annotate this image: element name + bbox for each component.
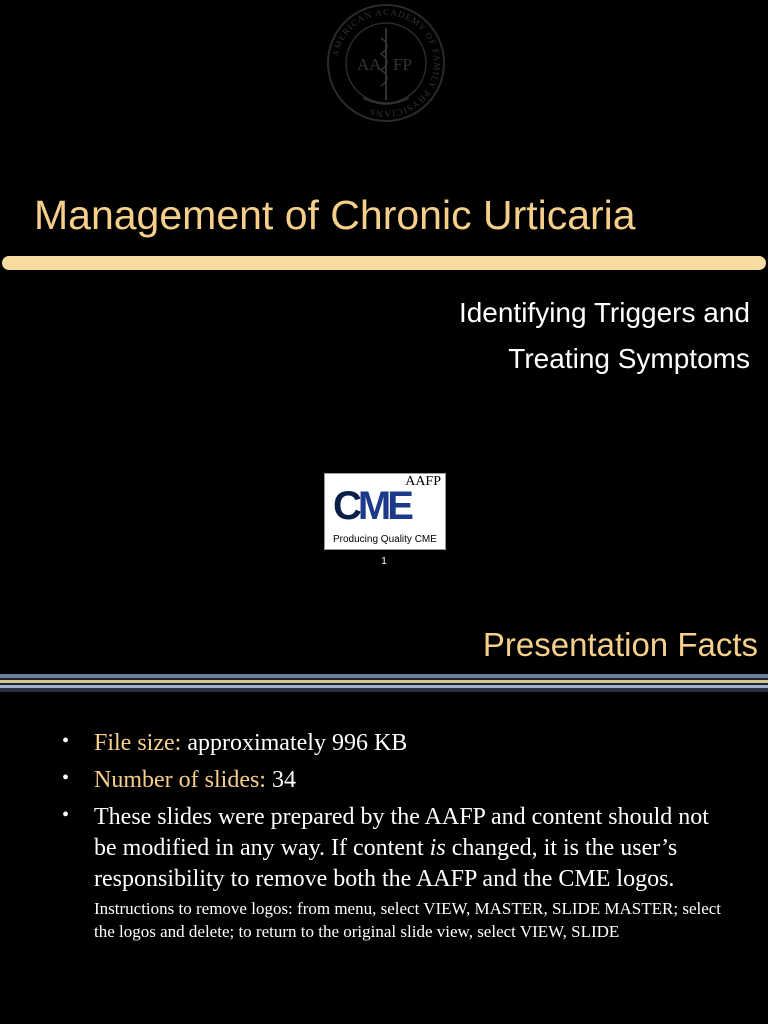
fact-value: 34 [265, 767, 296, 793]
svg-text:FP: FP [393, 55, 412, 74]
bullet-icon: • [62, 767, 70, 789]
slide-title: Management of Chronic Urticaria [34, 192, 636, 238]
aafp-cme-logo [324, 473, 446, 550]
fact-value: approximately 996 KB [181, 730, 408, 756]
slide-2 [0, 580, 768, 1024]
bullet-icon: • [62, 804, 70, 826]
page-number: 1 [381, 556, 387, 567]
svg-text:AMERICAN ACADEMY OF FAMILY PHY: AMERICAN ACADEMY OF FAMILY PHYSICIANS [330, 6, 443, 120]
list-item [62, 765, 732, 796]
logo-cme-text [333, 484, 445, 528]
subtitle-line-1: Identifying Triggers and [458, 297, 750, 328]
logo-removal-instructions: Instructions to remove logos: from menu, select VIEW, MASTER, SLIDE MASTER; select the logos and delete; to return to the original slide view, select VIEW, SLIDE [94, 899, 722, 941]
slide-title: Presentation Facts [482, 626, 758, 663]
logo-cme-rest: ME [357, 484, 410, 528]
slide-subtitle [459, 290, 750, 382]
list-item [62, 802, 732, 943]
list-item [62, 728, 732, 759]
fact-label: File size: [94, 730, 182, 756]
logo-cme-c: C [333, 484, 358, 528]
fact-label: Number of slides: [94, 767, 266, 793]
logo-aafp-text: AAFP [405, 474, 441, 489]
fact-emphasis: is [429, 835, 446, 861]
fact-text-cont: changed, it is the user’s responsibility to remove both the AAFP and the CME logos. [94, 835, 678, 892]
logo-tagline: Producing Quality CME [333, 534, 437, 545]
bullet-icon: • [62, 730, 70, 752]
facts-list [62, 728, 732, 949]
title-divider [0, 674, 768, 692]
title-divider [2, 256, 766, 270]
svg-text:AA: AA [357, 55, 382, 74]
aafp-seal-logo [325, 2, 447, 124]
subtitle-line-2: Treating Symptoms [508, 343, 750, 374]
fact-text: These slides were prepared by the AAFP and content should not be modified in any way. If content [94, 804, 709, 861]
